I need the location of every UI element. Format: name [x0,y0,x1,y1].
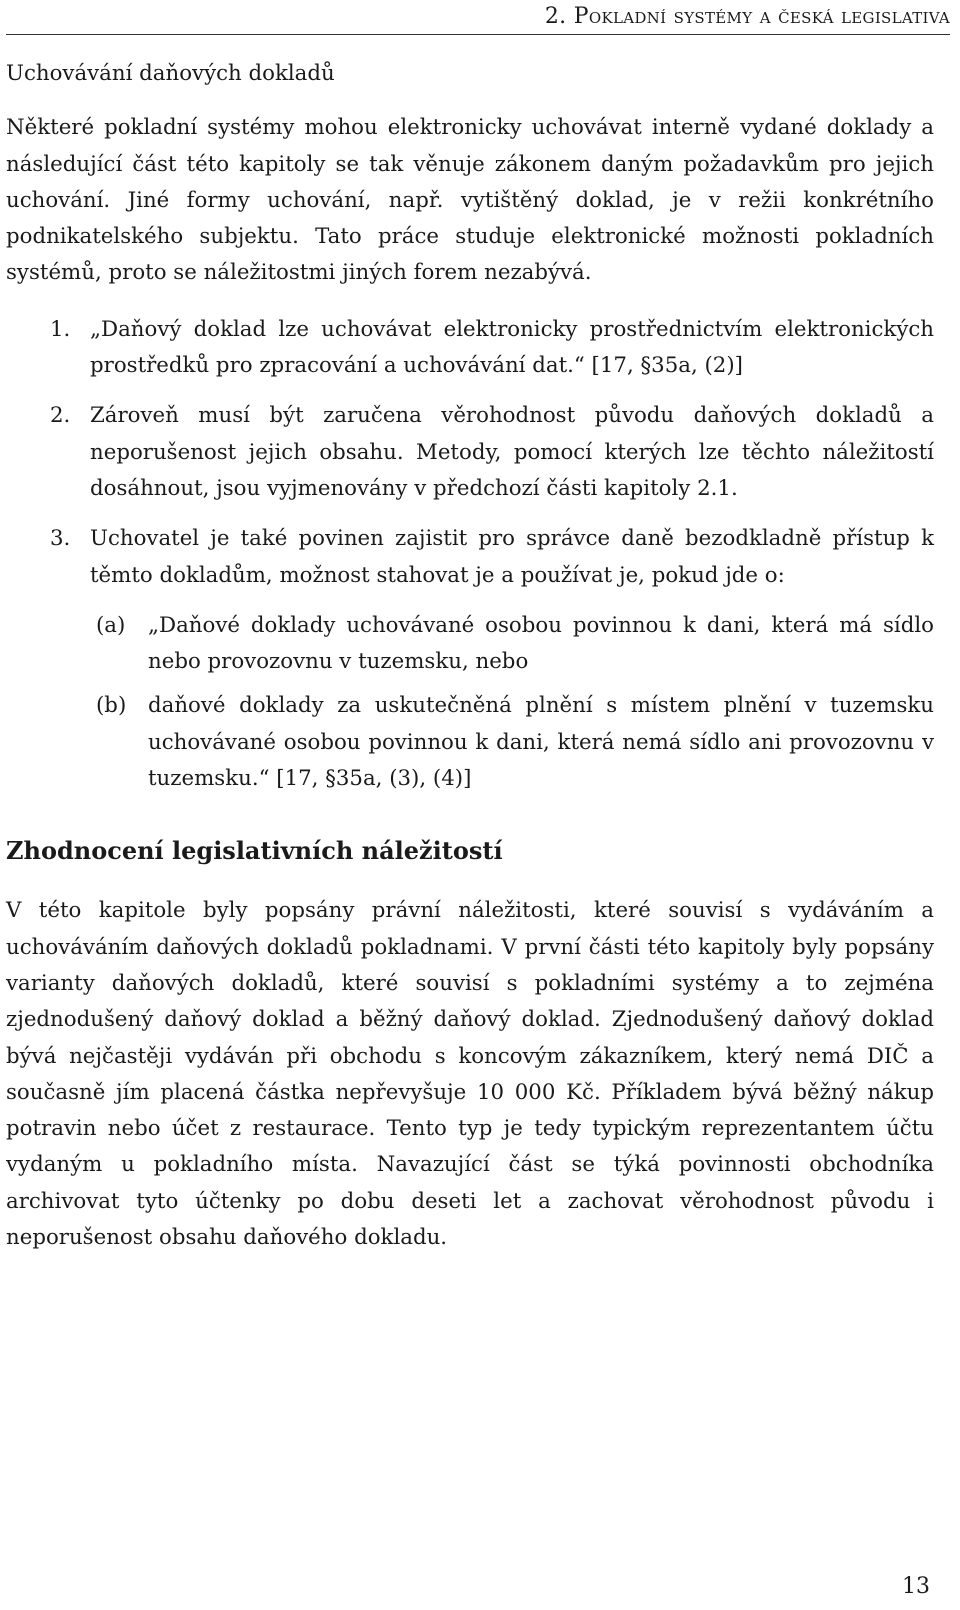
item-text: „Daňový doklad lze uchovávat elektronicky prostřednictvím elektronických prostředků pro zpracování a uchovávání dat.“ [17, §35a, (2)] [90,316,934,379]
page-number: 13 [902,1574,930,1599]
list-item [6,312,934,385]
sub-list [90,608,934,797]
item-text: Uchovatel je také povinen zajistit pro správce daně bezodkladně přístup k těmto dokladům, možnost stahovat je a používat je, pokud jde o: [90,526,934,588]
page-content [6,56,934,1256]
sub-item-label: (b) [96,693,127,719]
item-text: Zároveň musí být zaručena věrohodnost původu daňových dokladů a neporušenost jejich obsahu. Metody, pomocí kterých lze těchto náležitostí dosáhnout, jsou vyjmenovány v předchozí části kapitoly 2.1. [90,403,934,501]
sub-item-text: „Daňové doklady uchovávané osobou povinnou k dani, která má sídlo nebo provozovnu v tuzemsku, nebo [148,612,934,675]
summary-paragraph: V této kapitole byly popsány právní náležitosti, které souvisí s vydáváním a uchováváním daňových dokladů pokladnami. V první části této kapitoly byly popsány varianty daňových dokladů, které souvisí s pokladními systémy a to zejména zjednodušený daňový doklad a běžný daňový doklad. Zjednodušený daňový doklad bývá nejčastěji vydáván při obchodu s koncovým zákazníkem, který nemá DIČ a současně jím placená částka nepřevyšuje 10 000 Kč. Příkladem bývá běžný nákup potravin nebo účet z restaurace. Tento typ je tedy typickým reprezentantem účtu vydaným u pokladního místa. Navazující část se týká povinnosti obchodníka archivovat tyto účtenky po dobu deseti let a zachovat věrohodnost původu i neporušenost obsahu daňového dokladu. [6,898,934,1251]
subsection-title: Uchovávání daňových dokladů [6,61,335,86]
sub-list-item [90,608,934,681]
sub-item-text: daňové doklady za uskutečněná plnění s místem plnění v tuzemsku uchovávané osobou povinnou k dani, která nemá sídlo ani provozovnu v tuzemsku.“ [17, §35a, (3), (4)] [148,693,934,792]
item-number: 2. [50,403,71,429]
requirements-list [6,312,934,798]
list-item [6,521,934,797]
item-number: 1. [50,316,71,342]
item-number: 3. [50,526,71,552]
intro-paragraph: Některé pokladní systémy mohou elektronicky uchovávat interně vydané doklady a následující část této kapitoly se tak věnuje zákonem daným požadavkům pro jejich uchování. Jiné formy uchování, např. vytištěný doklad, je v režii konkrétního podnikatelského subjektu. Tato práce studuje elektronické možnosti pokladních systémů, proto se náležitostmi jiných forem nezabývá. [6,115,934,286]
running-header: 2. Pokladní systémy a česká legislativa [6,2,950,35]
sub-item-label: (a) [96,612,126,638]
sub-list-item [90,688,934,797]
list-item [6,398,934,507]
section-heading: Zhodnocení legislativních náležitostí [6,836,503,866]
